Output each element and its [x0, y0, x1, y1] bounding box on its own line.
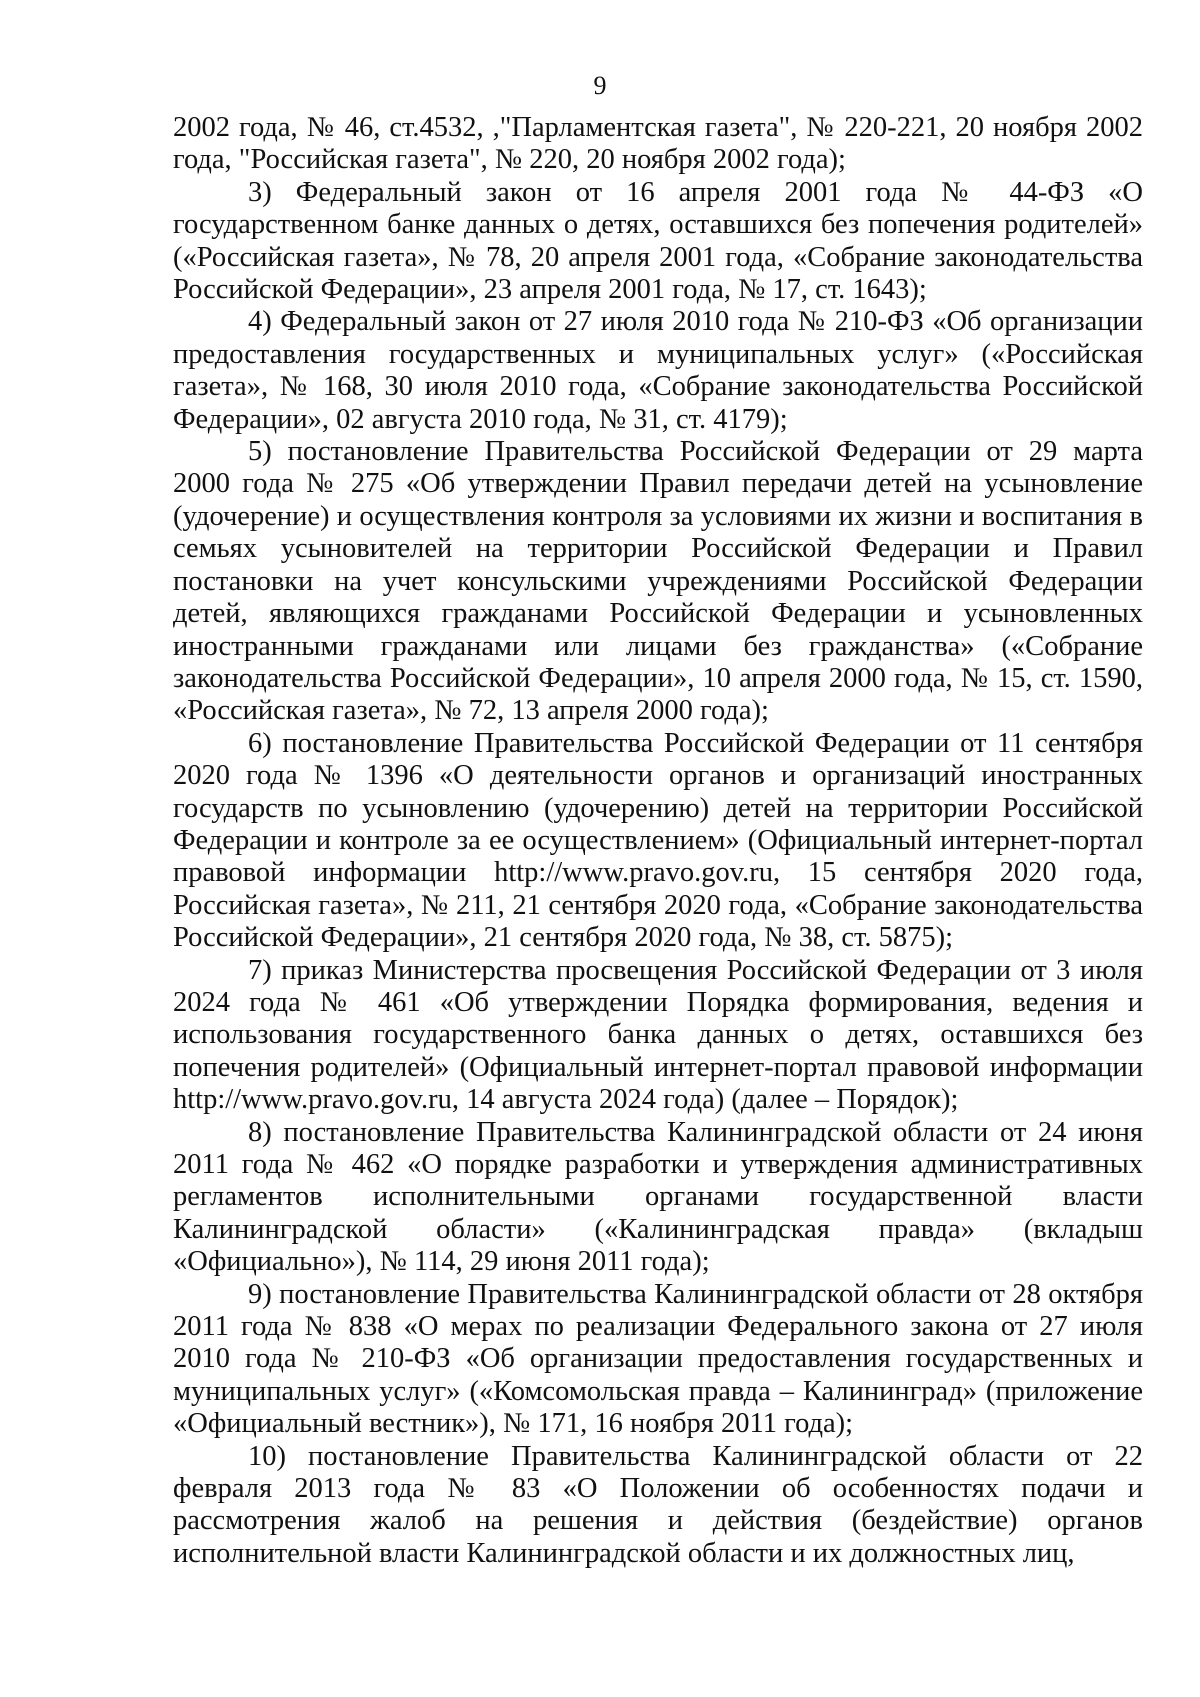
paragraph-item-3: 3) Федеральный закон от 16 апреля 2001 года № 44-ФЗ «О государственном банке данных о детях, оставшихся без попечения родителей» («Российская газета», № 78, 20 апреля 2001 года, «Собрание законодательства Российской Федерации», 23 апреля 2001 года, № 17, ст. 1643);: [173, 176, 1143, 306]
paragraph-item-7: 7) приказ Министерства просвещения Российской Федерации от 3 июля 2024 года № 461 «Об утверждении Порядка формирования, ведения и использования государственного банка данных о детях, оставшихся без попечения родителей» (Официальный интернет-портал правовой информации http://www.pravo.gov.ru, 14 августа 2024 года) (далее – Порядок);: [173, 954, 1143, 1116]
paragraph-item-9: 9) постановление Правительства Калининградской области от 28 октября 2011 года № 838 «О мерах по реализации Федерального закона от 27 июля 2010 года № 210-ФЗ «Об организации предоставления государственных и муниципальных услуг» («Комсомольская правда – Калининград» (приложение «Официальный вестник»), № 171, 16 ноября 2011 года);: [173, 1278, 1143, 1440]
paragraph-item-10: 10) постановление Правительства Калининградской области от 22 февраля 2013 года № 83 «О Положении об особенностях подачи и рассмотрения жалоб на решения и действия (бездействие) органов исполнительной власти Калининградской области и их должностных лиц,: [173, 1440, 1143, 1569]
page-number: 9: [593, 71, 607, 100]
document-body: [173, 112, 1143, 1570]
paragraph-continuation: 2002 года, № 46, ст.4532, ,"Парламентская газета", № 220-221, 20 ноября 2002 года, "Российская газета", № 220, 20 ноября 2002 года);: [173, 112, 1143, 176]
paragraph-item-8: 8) постановление Правительства Калининградской области от 24 июня 2011 года № 462 «О порядке разработки и утверждения административных регламентов исполнительными органами государственной власти Калининградской области» («Калининградская правда» (вкладыш «Официально»), № 114, 29 июня 2011 года);: [173, 1116, 1143, 1278]
paragraph-item-6: 6) постановление Правительства Российской Федерации от 11 сентября 2020 года № 1396 «О деятельности органов и организаций иностранных государств по усыновлению (удочерению) детей на территории Российской Федерации и контроле за ее осуществлением» (Официальный интернет-портал правовой информации http://www.pravo.gov.ru, 15 сентября 2020 года, Российская газета», № 211, 21 сентября 2020 года, «Собрание законодательства Российской Федерации», 21 сентября 2020 года, № 38, ст. 5875);: [173, 727, 1143, 954]
paragraph-item-5: 5) постановление Правительства Российской Федерации от 29 марта 2000 года № 275 «Об утверждении Правил передачи детей на усыновление (удочерение) и осуществления контроля за условиями их жизни и воспитания в семьях усыновителей на территории Российской Федерации и Правил постановки на учет консульскими учреждениями Российской Федерации детей, являющихся гражданами Российской Федерации и усыновленных иностранными гражданами или лицами без гражданства» («Собрание законодательства Российской Федерации», 10 апреля 2000 года, № 15, ст. 1590, «Российская газета», № 72, 13 апреля 2000 года);: [173, 436, 1143, 727]
paragraph-item-4: 4) Федеральный закон от 27 июля 2010 года № 210-ФЗ «Об организации предоставления государственных и муниципальных услуг» («Российская газета», № 168, 30 июля 2010 года, «Собрание законодательства Российской Федерации», 02 августа 2010 года, № 31, ст. 4179);: [173, 306, 1143, 435]
